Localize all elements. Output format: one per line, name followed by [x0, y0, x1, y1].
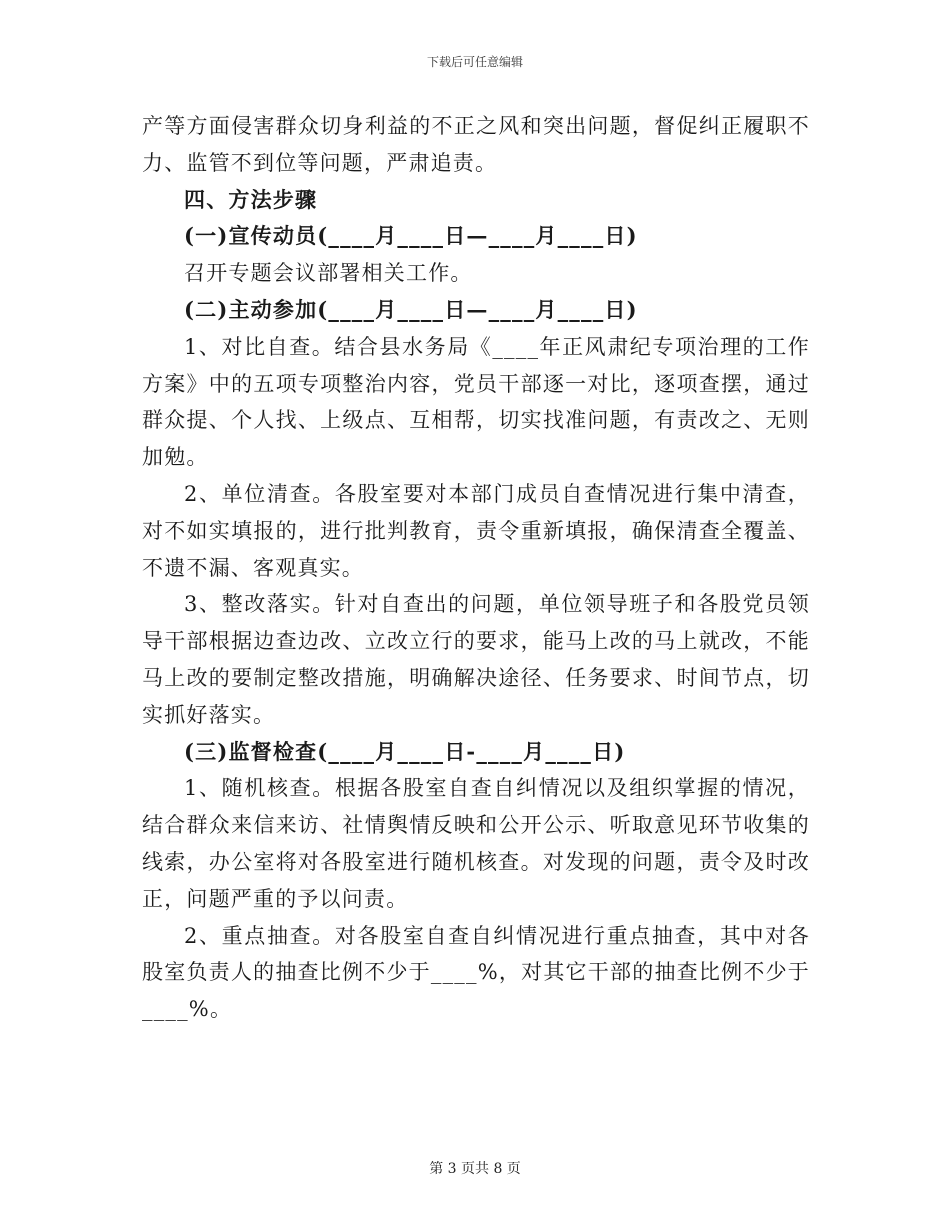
- subheading-publicity: (一)宣传动员(____月____日—____月____日): [184, 223, 638, 249]
- paragraph-meeting: 召开专题会议部署相关工作。: [184, 261, 473, 286]
- paragraph-continuation: 产等方面侵害群众切身利益的不正之风和突出问题，督促纠正履职不力、监管不到位等问题，严肃追责。: [142, 114, 810, 175]
- document-body: [142, 108, 810, 1028]
- paragraph-rectification: 3、整改落实。针对自查出的问题，单位领导班子和各股党员领导干部根据边查边改、立改立行的要求，能马上改的马上就改，不能马上改的要制定整改措施，明确解决途径、任务要求、时间节点，切实抓好落实。: [142, 592, 810, 727]
- subheading-participation: (二)主动参加(____月____日—____月____日): [184, 296, 638, 322]
- paragraph-unit-check: 2、单位清查。各股室要对本部门成员自查情况进行集中清查，对不如实填报的，进行批判教育，责令重新填报，确保清查全覆盖、不遗不漏、客观真实。: [142, 481, 810, 580]
- section-heading-methods: 四、方法步骤: [184, 186, 318, 212]
- paragraph-self-check: 1、对比自查。结合县水务局《____年正风肃纪专项治理的工作方案》中的五项专项整治内容，党员干部逐一对比，逐项查摆，通过群众提、个人找、上级点、互相帮，切实找准问题，有责改之、无则加勉。: [142, 334, 810, 470]
- subheading-supervision: (三)监督检查(____月____日-____月____日): [184, 738, 626, 764]
- page-footer: 第 3 页共 8 页: [429, 1161, 521, 1177]
- page-header: 下载后可任意编辑: [426, 55, 523, 69]
- paragraph-random-check: 1、随机核查。根据各股室自查自纠情况以及组织掌握的情况，结合群众来信来访、社情舆情反映和公开公示、听取意见环节收集的线索，办公室将对各股室进行随机核查。对发现的问题，责令及时改正，问题严重的予以问责。: [142, 776, 810, 911]
- paragraph-spot-check: 2、重点抽查。对各股室自查自纠情况进行重点抽查，其中对各股室负责人的抽查比例不少于____%，对其它干部的抽查比例不少于____%。: [142, 923, 810, 1022]
